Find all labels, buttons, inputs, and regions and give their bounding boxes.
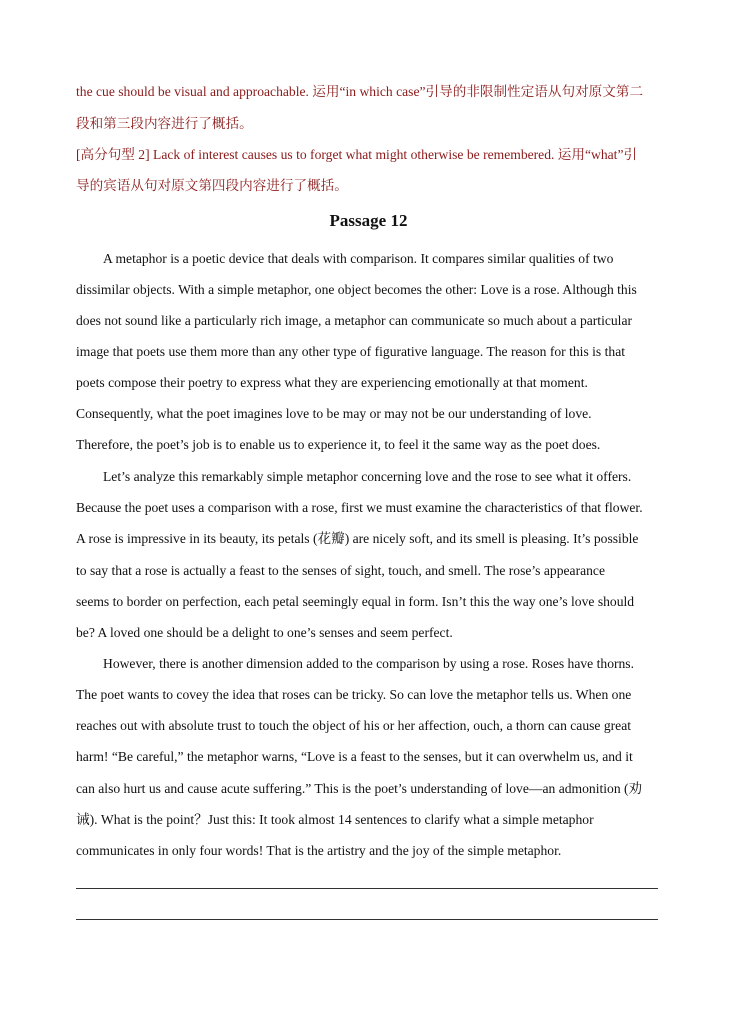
paragraph-1-line-7: Therefore, the poet’s job is to enable us to experience it, to feel it the same way as the poet does. [76, 437, 601, 452]
paragraph-2-line-1: Let’s analyze this remarkably simple metaphor concerning love and the rose to see what it offers. [103, 469, 632, 484]
top-note-line-4: 导的宾语从句对原文第四段内容进行了概括。 [76, 178, 348, 193]
paragraph-1-line-5: poets compose their poetry to express what they are experiencing emotionally at that moment. [76, 375, 588, 390]
paragraph-3-line-3: reaches out with absolute trust to touch the object of his or her affection, ouch, a thorn can cause great [76, 718, 632, 733]
answer-line-2 [76, 919, 658, 920]
paragraph-1-line-2: dissimilar objects. With a simple metaphor, one object becomes the other: Love is a rose. Although this [76, 282, 637, 297]
top-note-line-2: 段和第三段内容进行了概括。 [76, 116, 253, 131]
paragraph-2-line-6: be? A loved one should be a delight to one’s senses and seem perfect. [76, 625, 453, 640]
top-note-line-3: [高分句型 2] Lack of interest causes us to forget what might otherwise be remembered. 运用“what”引 [76, 147, 638, 162]
paragraph-3-line-5: can also hurt us and cause acute suffering.” This is the poet’s understanding of love—an admonition (劝 [76, 781, 643, 796]
paragraph-1-line-1: A metaphor is a poetic device that deals with comparison. It compares similar qualities of two [103, 251, 614, 266]
passage-title: Passage 12 [329, 211, 408, 230]
paragraph-2-line-3: A rose is impressive in its beauty, its petals (花瓣) are nicely soft, and its smell is pleasing. It’s possible [76, 531, 639, 546]
paragraph-1-line-4: image that poets use them more than any other type of figurative language. The reason for this is that [76, 344, 626, 359]
answer-line-1 [76, 888, 658, 889]
paragraph-3-line-1: However, there is another dimension added to the comparison by using a rose. Roses have thorns. [103, 656, 634, 671]
top-note-line-1: the cue should be visual and approachable. 运用“in which case”引导的非限制性定语从句对原文第二 [76, 84, 644, 99]
paragraph-3-line-2: The poet wants to covey the idea that roses can be tricky. So can love the metaphor tells us. When one [76, 687, 632, 702]
paragraph-2-line-2: Because the poet uses a comparison with a rose, first we must examine the characteristics of that flower. [76, 500, 643, 515]
paragraph-1-line-6: Consequently, what the poet imagines love to be may or may not be our understanding of love. [76, 406, 592, 421]
paragraph-2-line-5: seems to border on perfection, each petal seemingly equal in form. Isn’t this the way one’s love should [76, 594, 635, 609]
paragraph-3-line-7: communicates in only four words! That is the artistry and the joy of the simple metaphor. [76, 843, 562, 858]
paragraph-1-line-3: does not sound like a particularly rich image, a metaphor can communicate so much about a particular [76, 313, 633, 328]
paragraph-2-line-4: to say that a rose is actually a feast to the senses of sight, touch, and smell. The rose’s appearance [76, 563, 605, 578]
paragraph-3-line-4: harm! “Be careful,” the metaphor warns, “Love is a feast to the senses, but it can overwhelm us, and it [76, 749, 633, 764]
paragraph-3-line-6: 诫). What is the point？Just this: It took almost 14 sentences to clarify what a simple metaphor [76, 812, 594, 827]
